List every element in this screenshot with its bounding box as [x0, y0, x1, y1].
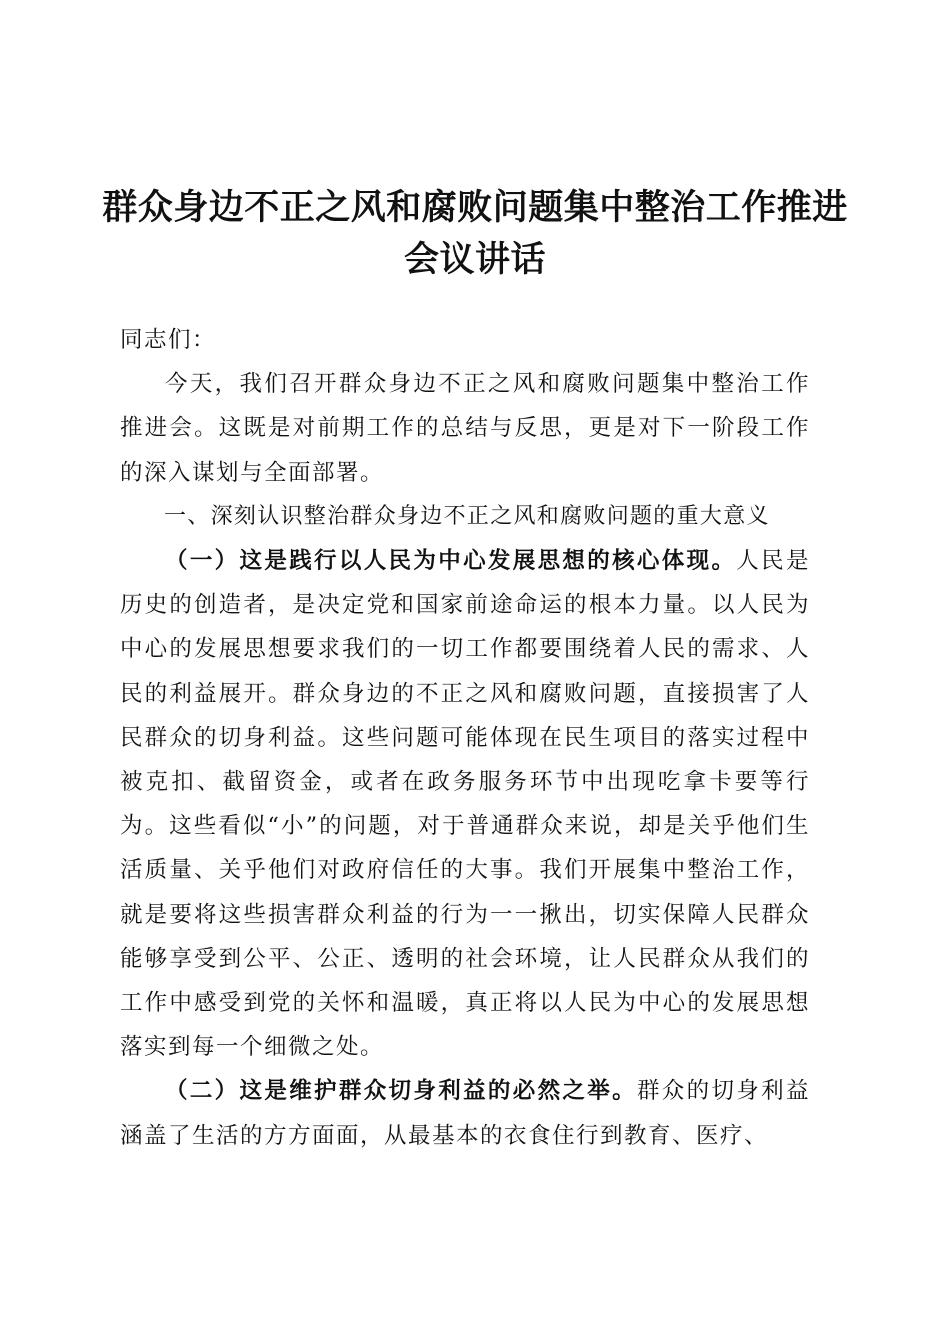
item-2-lead: （二）这是维护群众切身利益的必然之举。 [165, 1078, 637, 1105]
paragraph-item-1 [120, 539, 810, 1069]
intro-paragraph: 今天，我们召开群众身边不正之风和腐败问题集中整治工作推进会。这既是对前期工作的总结与反思，更是对下一阶段工作的深入谋划与全面部署。 [120, 371, 810, 486]
document-title: 群众身边不正之风和腐败问题集中整治工作推进会议讲话 [102, 188, 848, 280]
document-body [120, 318, 810, 1158]
paragraph-item-2 [120, 1069, 810, 1157]
salutation: 同志们： [120, 327, 217, 353]
section-heading-1: 一、深刻认识整治群众身边不正之风和腐败问题的重大意义 [164, 503, 770, 529]
item-1-lead: （一）这是践行以人民为中心发展思想的核心体现。 [165, 548, 737, 575]
item-2-body: 群众的切身利益涵盖了生活的方方面面，从最基本的衣食住行到教育、医疗、 [120, 1078, 810, 1149]
item-1-body: 人民是历史的创造者，是决定党和国家前途命运的根本力量。以人民为中心的发展思想要求我们的一切工作都要围绕着人民的需求、人民的利益展开。群众身边的不正之风和腐败问题，直接损害了人民群众的切身利益。这些问题可能体现在民生项目的落实过程中被克扣、截留资金，或者在政务服务环节中出现吃拿卡要等行为。这些看似“小”的问题，对于普通群众来说，却是关乎他们生活质量、关乎他们对政府信任的大事。我们开展集中整治工作，就是要将这些损害群众利益的行为一一揪出，切实保障人民群众能够享受到公平、公正、透明的社会环境，让人民群众从我们的工作中感受到党的关怀和温暖，真正将以人民为中心的发展思想落实到每一个细微之处。 [120, 548, 810, 1061]
